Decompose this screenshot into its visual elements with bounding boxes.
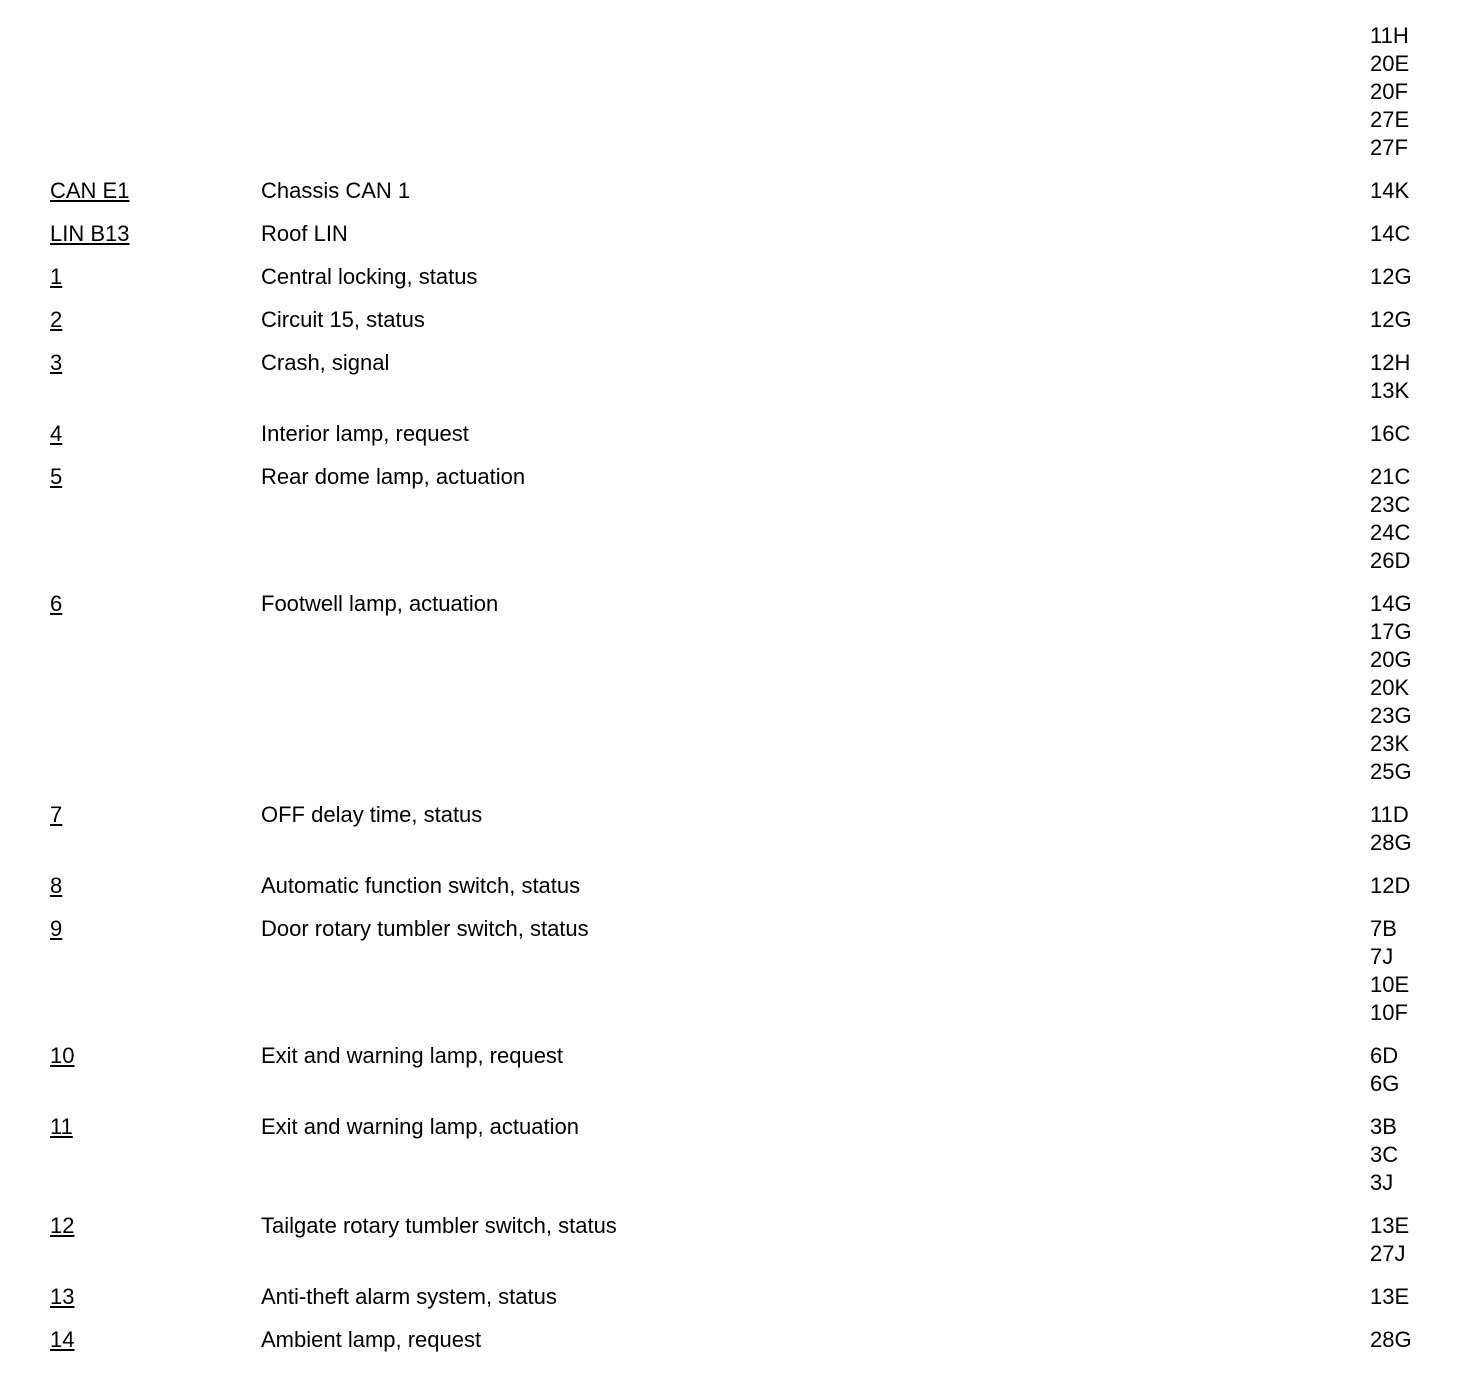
signal-row: [0, 915, 1472, 1027]
page-ref: 10F: [1370, 1000, 1408, 1025]
signal-description: Central locking, status: [261, 264, 478, 289]
signal-row: [0, 177, 1472, 205]
signal-code-link[interactable]: 14: [50, 1327, 75, 1352]
signal-row: [0, 1283, 1472, 1311]
signal-code-link[interactable]: 13: [50, 1284, 75, 1309]
signal-code-link[interactable]: 6: [50, 591, 63, 616]
signal-code-link[interactable]: LIN B13: [50, 221, 130, 246]
page-ref: 14C: [1370, 221, 1411, 246]
page-ref: 20E: [1370, 51, 1410, 76]
page-ref: 12G: [1370, 264, 1412, 289]
signal-refs: [1370, 177, 1472, 205]
signal-code-link[interactable]: 8: [50, 873, 63, 898]
signal-refs: [1370, 915, 1472, 1027]
page-ref: 23G: [1370, 703, 1412, 728]
page-ref: 13K: [1370, 378, 1410, 403]
page-ref: 10E: [1370, 972, 1410, 997]
signal-row: [0, 1212, 1472, 1268]
page-ref: 11D: [1370, 802, 1409, 827]
signal-refs: [1370, 1042, 1472, 1098]
page-ref: 27F: [1370, 135, 1408, 160]
signal-refs: [1370, 349, 1472, 405]
page-ref: 7B: [1370, 916, 1397, 941]
signal-description: Footwell lamp, actuation: [261, 591, 499, 616]
signal-row: [0, 590, 1472, 786]
signal-code-link[interactable]: 12: [50, 1213, 75, 1238]
page-ref: 21C: [1370, 464, 1411, 489]
signal-refs: [1370, 220, 1472, 248]
page-ref: 17G: [1370, 619, 1412, 644]
page-ref: 27E: [1370, 107, 1410, 132]
signal-code-link[interactable]: 10: [50, 1043, 75, 1068]
signal-code-link[interactable]: 9: [50, 916, 63, 941]
page-ref: 11H: [1370, 23, 1409, 48]
signal-code-link[interactable]: 11: [50, 1114, 73, 1139]
signal-code-link[interactable]: 7: [50, 802, 63, 827]
page-ref: 6D: [1370, 1043, 1399, 1068]
page-ref: 23K: [1370, 731, 1410, 756]
signal-description: Anti-theft alarm system, status: [261, 1284, 557, 1309]
page-ref: 14G: [1370, 591, 1412, 616]
page-ref: 12H: [1370, 350, 1411, 375]
signal-refs: [1370, 306, 1472, 334]
page-ref: 27J: [1370, 1241, 1406, 1266]
page-ref: 24C: [1370, 520, 1411, 545]
page-ref: 6G: [1370, 1071, 1400, 1096]
signal-refs: [1370, 420, 1472, 448]
signal-description: Chassis CAN 1: [261, 178, 411, 203]
signal-row: [0, 1113, 1472, 1197]
continuation-refs: [1370, 22, 1472, 162]
page-ref: 20F: [1370, 79, 1408, 104]
signal-code-link[interactable]: 4: [50, 421, 63, 446]
page-ref: 3B: [1370, 1114, 1397, 1139]
signal-refs: [1370, 590, 1472, 786]
signal-rows: [0, 177, 1472, 1354]
continuation-row: [0, 22, 1472, 162]
signal-row: [0, 872, 1472, 900]
signal-refs: [1370, 463, 1472, 575]
page-ref: 14K: [1370, 178, 1410, 203]
page-ref: 3J: [1370, 1170, 1394, 1195]
signal-description: Crash, signal: [261, 350, 390, 375]
signal-row: [0, 420, 1472, 448]
signal-row: [0, 349, 1472, 405]
signal-code-link[interactable]: 2: [50, 307, 63, 332]
signal-row: [0, 1042, 1472, 1098]
page-ref: 7J: [1370, 944, 1394, 969]
signal-code-link[interactable]: 5: [50, 464, 63, 489]
page-ref: 12G: [1370, 307, 1412, 332]
signal-row: [0, 263, 1472, 291]
signal-reference-table: [0, 22, 1472, 1369]
signal-row: [0, 220, 1472, 248]
signal-description: Exit and warning lamp, actuation: [261, 1114, 579, 1139]
signal-row: [0, 463, 1472, 575]
page-ref: 16C: [1370, 421, 1411, 446]
signal-code-link[interactable]: 1: [50, 264, 63, 289]
page-ref: 26D: [1370, 548, 1411, 573]
page-ref: 23C: [1370, 492, 1411, 517]
signal-description: Interior lamp, request: [261, 421, 469, 446]
signal-row: [0, 306, 1472, 334]
signal-refs: [1370, 1113, 1472, 1197]
signal-description: Rear dome lamp, actuation: [261, 464, 526, 489]
signal-code-link[interactable]: 3: [50, 350, 63, 375]
page-ref: 13E: [1370, 1213, 1410, 1238]
signal-description: Automatic function switch, status: [261, 873, 581, 898]
signal-refs: [1370, 1212, 1472, 1268]
signal-code-link[interactable]: CAN E1: [50, 178, 130, 203]
signal-refs: [1370, 801, 1472, 857]
page-ref: 28G: [1370, 830, 1412, 855]
signal-refs: [1370, 1326, 1472, 1354]
page-ref: 25G: [1370, 759, 1412, 784]
signal-description: Door rotary tumbler switch, status: [261, 916, 589, 941]
signal-description: OFF delay time, status: [261, 802, 483, 827]
page-ref: 13E: [1370, 1284, 1410, 1309]
signal-description: Roof LIN: [261, 221, 348, 246]
signal-row: [0, 1326, 1472, 1354]
signal-description: Tailgate rotary tumbler switch, status: [261, 1213, 617, 1238]
page-ref: 3C: [1370, 1142, 1399, 1167]
page-ref: 20G: [1370, 647, 1412, 672]
signal-description: Circuit 15, status: [261, 307, 425, 332]
page-ref: 20K: [1370, 675, 1410, 700]
signal-refs: [1370, 872, 1472, 900]
signal-row: [0, 801, 1472, 857]
signal-refs: [1370, 263, 1472, 291]
signal-description: Exit and warning lamp, request: [261, 1043, 564, 1068]
page-ref: 12D: [1370, 873, 1411, 898]
page-ref: 28G: [1370, 1327, 1412, 1352]
signal-refs: [1370, 1283, 1472, 1311]
signal-description: Ambient lamp, request: [261, 1327, 482, 1352]
